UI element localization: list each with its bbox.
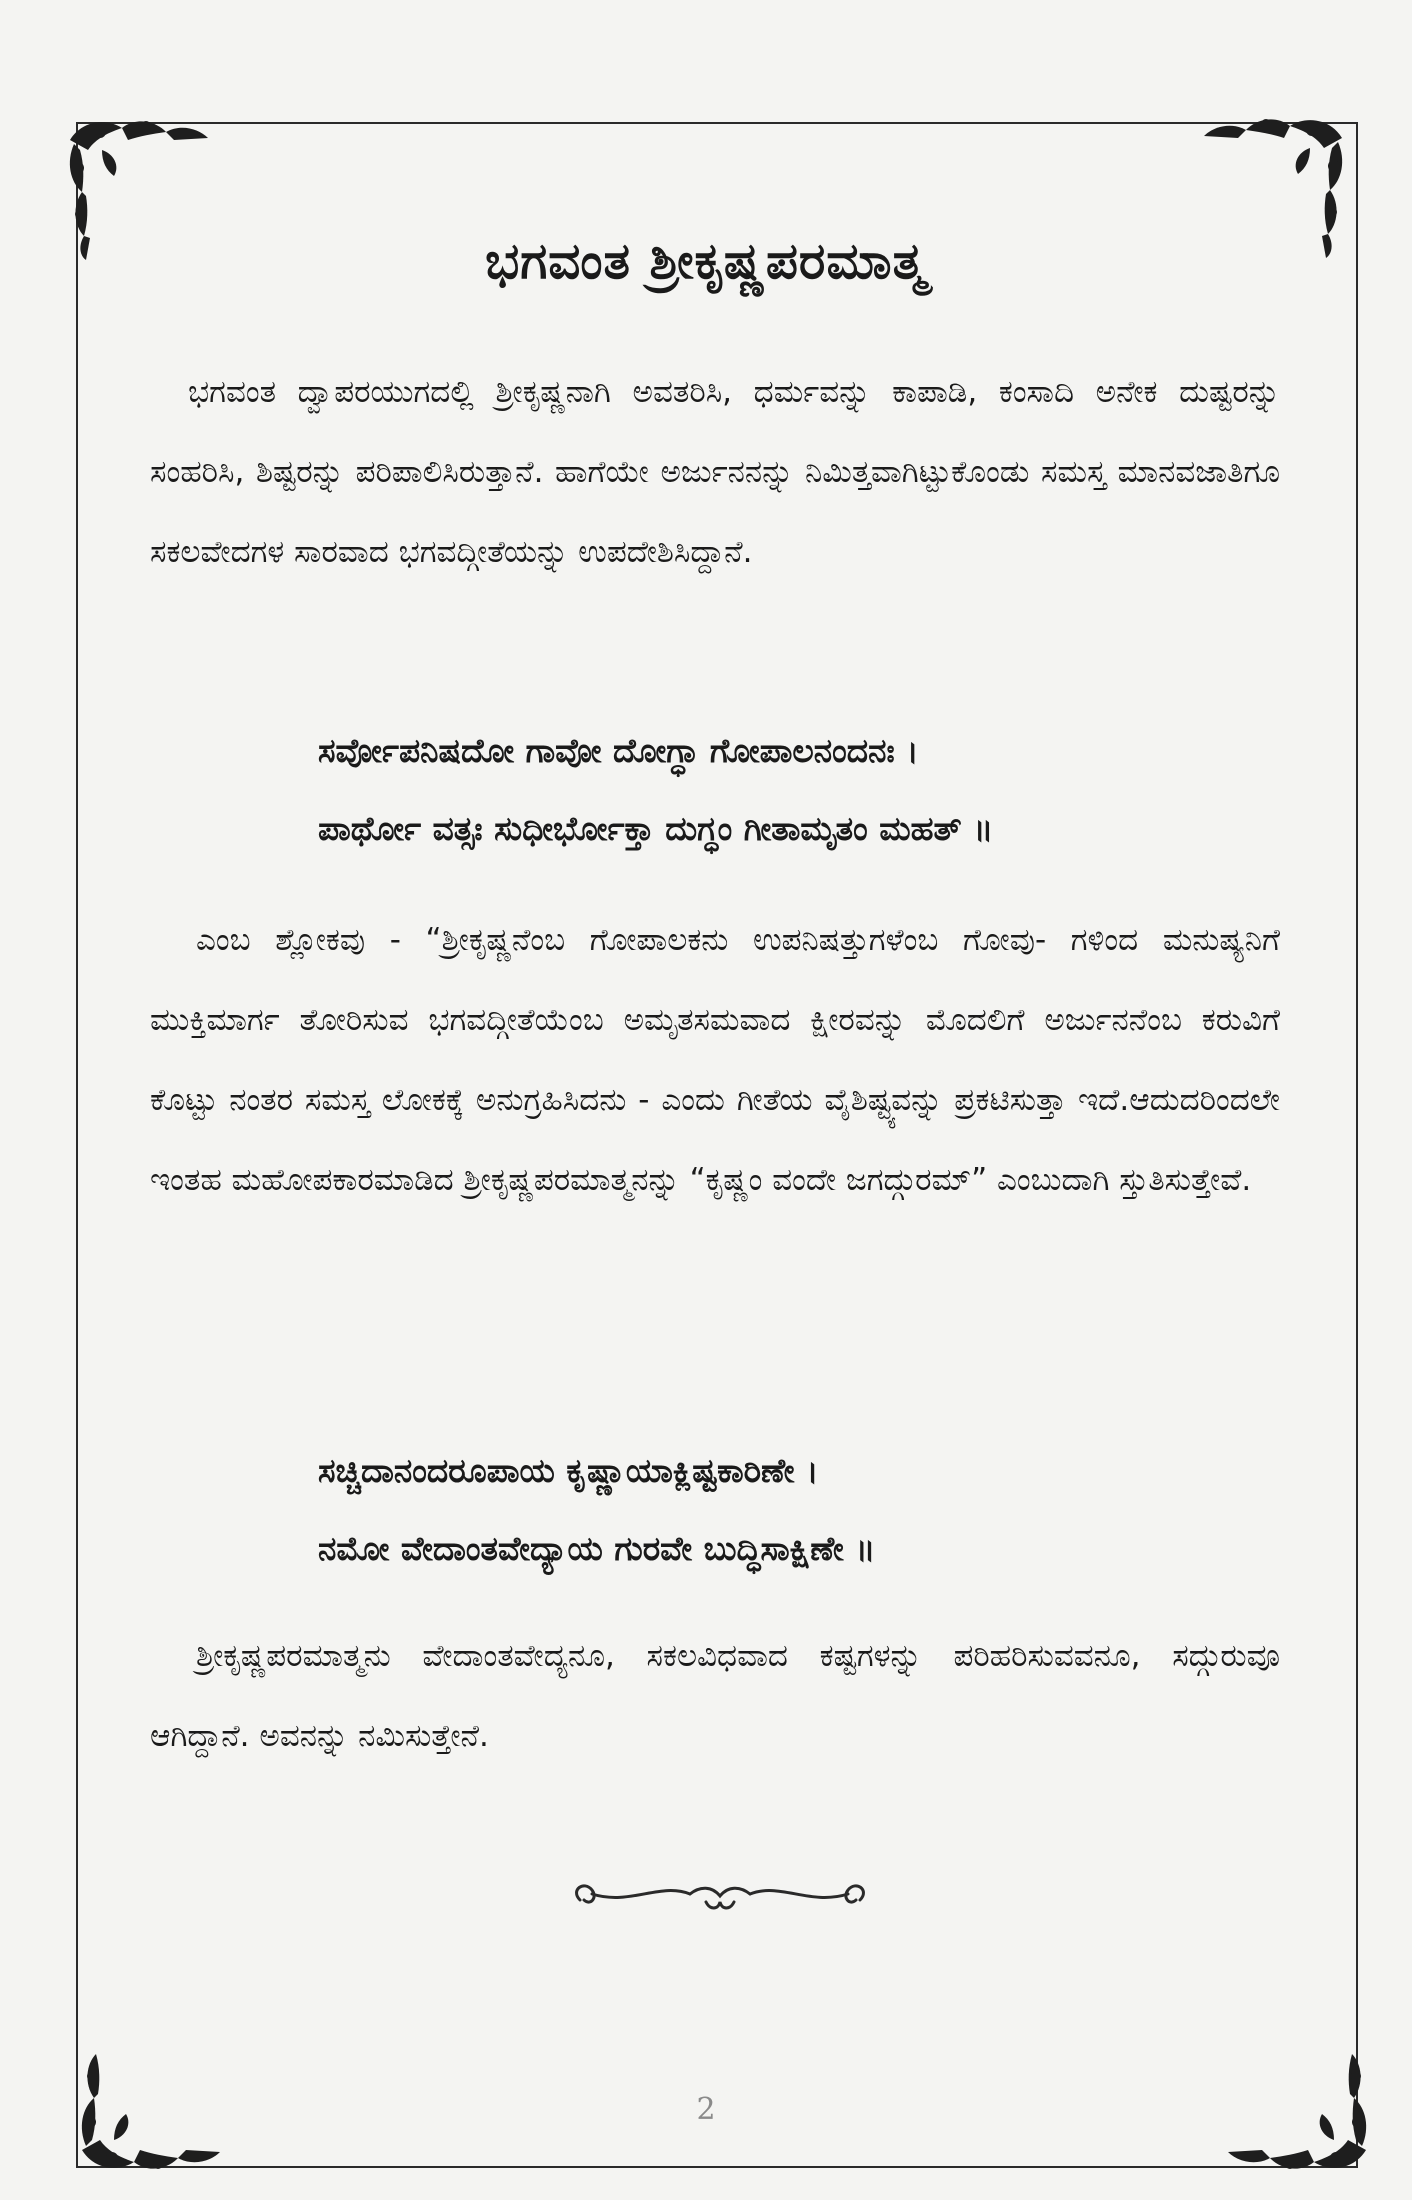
verse-line: ಸಚ್ಚಿದಾನಂದರೂಪಾಯ ಕೃಷ್ಣಾಯಾಕ್ಲಿಷ್ಟಕಾರಿಣೇ । bbox=[318, 1451, 819, 1490]
sloka-verse-2 bbox=[318, 1432, 1318, 1588]
page-title: ಭಗವಂತ ಶ್ರೀಕೃಷ್ಣಪರಮಾತ್ಮ bbox=[485, 232, 927, 290]
paragraph-conclusion: ಶ್ರೀಕೃಷ್ಣಪರಮಾತ್ಮನು ವೇದಾಂತವೇದ್ಯನೂ, ಸಕಲವಿಧವಾದ ಕಷ್ಟಗಳನ್ನು ಪರಿಹರಿಸುವವನೂ, ಸದ್ಗುರುವೂ ಆಗಿದ್ದಾನೆ. ಅವನನ್ನು ನಮಿಸುತ್ತೇನೆ. bbox=[150, 1638, 1280, 1754]
verse-line: ಸರ್ವೋಪನಿಷದೋ ಗಾವೋ ದೋಗ್ಧಾ ಗೋಪಾಲನಂದನಃ । bbox=[318, 731, 919, 770]
verse-line: ಪಾರ್ಥೋ ವತ್ಸಃ ಸುಧೀರ್ಭೋಕ್ತಾ ದುಗ್ಧಂ ಗೀತಾಮೃತಂ ಮಹತ್ ॥ bbox=[318, 809, 994, 848]
verse-line: ನಮೋ ವೇದಾಂತವೇದ್ಯಾಯ ಗುರವೇ ಬುದ್ಧಿಸಾಕ್ಷಿಣೇ ॥ bbox=[318, 1529, 876, 1568]
page-number: 2 bbox=[696, 2092, 716, 2127]
paragraph-intro: ಭಗವಂತ ದ್ವಾಪರಯುಗದಲ್ಲಿ ಶ್ರೀಕೃಷ್ಣನಾಗಿ ಅವತರಿಸಿ, ಧರ್ಮವನ್ನು ಕಾಪಾಡಿ, ಕಂಸಾದಿ ಅನೇಕ ದುಷ್ಟರನ್ನು ಸಂಹರಿಸಿ, ಶಿಷ್ಟರನ್ನು ಪರಿಪಾಲಿಸಿರುತ್ತಾನೆ. ಹಾಗೆಯೇ ಅರ್ಜುನನನ್ನು ನಿಮಿತ್ತವಾಗಿಟ್ಟುಕೊಂಡು ಸಮಸ್ತ ಮಾನವಜಾತಿಗೂ ಸಕಲವೇದಗಳ ಸಾರವಾದ ಭಗವದ್ಗೀತೆಯನ್ನು ಉಪದೇಶಿಸಿದ್ದಾನೆ. bbox=[150, 374, 1280, 570]
paragraph-explanation: ಎಂಬ ಶ್ಲೋಕವು - “ಶ್ರೀಕೃಷ್ಣನೆಂಬ ಗೋಪಾಲಕನು ಉಪನಿಷತ್ತುಗಳೆಂಬ ಗೋವು- ಗಳಿಂದ ಮನುಷ್ಯನಿಗೆ ಮುಕ್ತಿಮಾರ್ಗ ತೋರಿಸುವ ಭಗವದ್ಗೀತೆಯೆಂಬ ಅಮೃತಸಮವಾದ ಕ್ಷೀರವನ್ನು ಮೊದಲಿಗೆ ಅರ್ಜುನನೆಂಬ ಕರುವಿಗೆ ಕೊಟ್ಟು ನಂತರ ಸಮಸ್ತ ಲೋಕಕ್ಕೆ ಅನುಗ್ರಹಿಸಿದನು - ಎಂದು ಗೀತೆಯ ವೈಶಿಷ್ಟ್ಯವನ್ನು ಪ್ರಕಟಿಸುತ್ತಾ ಇದೆ.ಆದುದರಿಂದಲೇ ಇಂತಹ ಮಹೋಪಕಾರಮಾಡಿದ ಶ್ರೀಕೃಷ್ಣಪರಮಾತ್ಮನನ್ನು “ಕೃಷ್ಣಂ ವಂದೇ ಜಗದ್ಗುರಮ್” ಎಂಬುದಾಗಿ ಸ್ತುತಿಸುತ್ತೇವೆ. bbox=[150, 922, 1280, 1198]
decorative-flourish-icon bbox=[560, 1872, 880, 1922]
sloka-verse-1 bbox=[318, 712, 1318, 868]
